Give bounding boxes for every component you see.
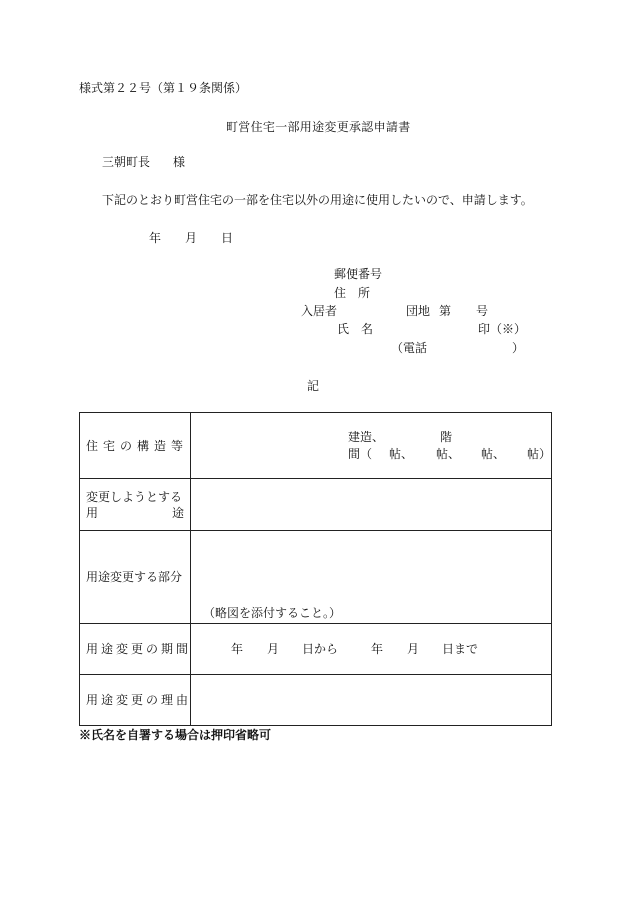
structure-rooms-start: 間（ xyxy=(348,447,373,461)
period-end-month: 月 xyxy=(407,642,420,656)
go-label: 号 xyxy=(476,304,489,318)
structure-build-type: 建造、 xyxy=(348,430,385,444)
period-start-month: 月 xyxy=(267,642,280,656)
period-label-cell xyxy=(80,624,191,675)
new-use-label-line1: 変更しようとする xyxy=(86,490,183,504)
danchi-label: 団地 xyxy=(406,304,431,318)
form-number: 様式第２２号（第１９条関係） xyxy=(79,81,248,95)
row-reason xyxy=(80,675,552,726)
structure-label-cell xyxy=(80,413,191,479)
changed-part-label-cell xyxy=(80,531,191,624)
phone-close: ） xyxy=(512,341,525,355)
structure-jo-2: 帖、 xyxy=(436,447,461,461)
addressee-honorific: 様 xyxy=(173,155,186,169)
seal-label: 印（※） xyxy=(478,322,527,336)
date-year: 年 xyxy=(149,231,162,245)
sketch-note: （略図を添付すること。） xyxy=(203,606,342,620)
structure-label: 住宅の構造等 xyxy=(86,439,189,453)
ki-label: 記 xyxy=(307,379,320,393)
postal-code-label: 郵便番号 xyxy=(334,267,383,281)
new-use-label-yo: 用 xyxy=(86,506,99,520)
resident-label: 入居者 xyxy=(301,304,338,318)
new-use-label-cell xyxy=(80,479,191,531)
date-day: 日 xyxy=(221,231,234,245)
row-period xyxy=(80,624,552,675)
changed-part-value-cell[interactable] xyxy=(191,531,552,624)
structure-jo-3: 帖、 xyxy=(481,447,506,461)
date-month: 月 xyxy=(185,231,198,245)
intro-text: 下記のとおり町営住宅の一部を住宅以外の用途に使用したいので、申請します。 xyxy=(102,193,533,207)
reason-label: 用途変更の理由 xyxy=(86,693,192,707)
structure-value-cell[interactable] xyxy=(191,413,552,479)
period-end-year: 年 xyxy=(371,642,384,656)
address-label: 住 所 xyxy=(334,286,371,300)
reason-value-cell[interactable] xyxy=(191,675,552,726)
application-table xyxy=(79,412,552,726)
period-start-year: 年 xyxy=(231,642,244,656)
structure-jo-4: 帖） xyxy=(527,447,552,461)
document-title: 町営住宅一部用途変更承認申請書 xyxy=(226,120,411,134)
reason-label-cell xyxy=(80,675,191,726)
dai-label: 第 xyxy=(439,304,452,318)
structure-jo-1: 帖、 xyxy=(389,447,414,461)
phone-open: （電話 xyxy=(391,341,428,355)
period-start-day: 日から xyxy=(302,642,339,656)
new-use-label-to: 途 xyxy=(171,506,184,520)
footnote: ※氏名を自署する場合は押印省略可 xyxy=(79,728,272,742)
changed-part-label: 用途変更する部分 xyxy=(86,570,183,584)
period-label: 用途変更の期間 xyxy=(86,642,192,656)
addressee-name: 三朝町長 xyxy=(102,155,151,169)
structure-floors: 階 xyxy=(440,430,453,444)
row-structure xyxy=(80,413,552,479)
name-label: 氏 名 xyxy=(337,322,374,336)
period-end-day: 日まで xyxy=(442,642,479,656)
new-use-label-line2 xyxy=(86,507,184,519)
period-value-cell[interactable] xyxy=(191,624,552,675)
row-new-use xyxy=(80,479,552,531)
new-use-value-cell[interactable] xyxy=(191,479,552,531)
row-changed-part xyxy=(80,531,552,624)
